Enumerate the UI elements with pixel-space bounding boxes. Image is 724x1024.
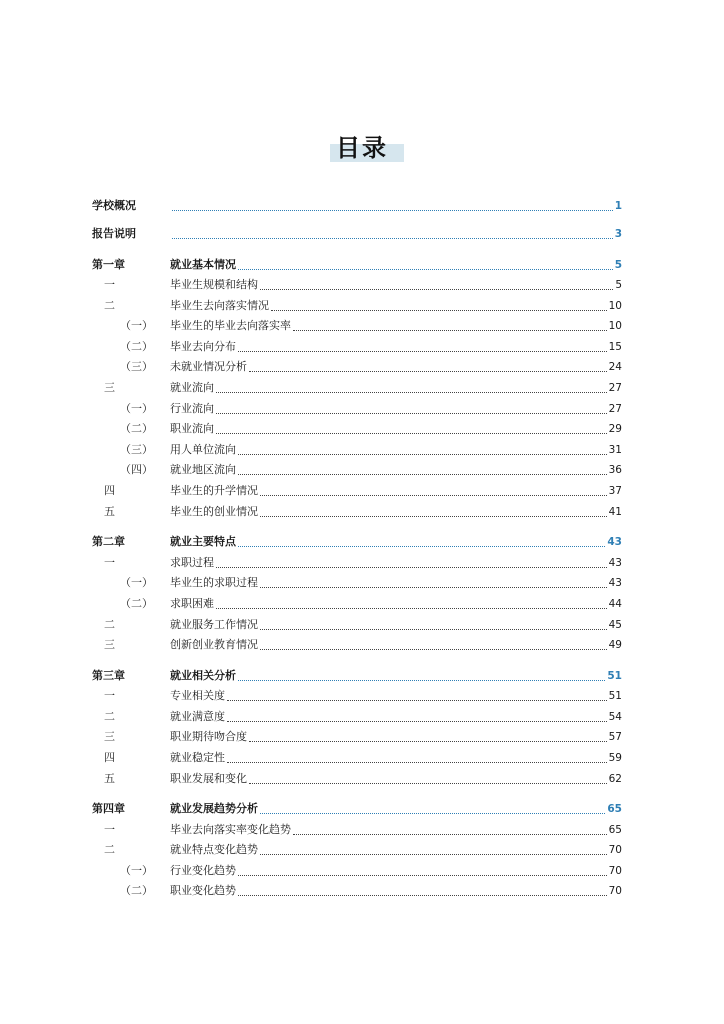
toc-section-entry[interactable] — [92, 724, 622, 745]
toc-section-entry[interactable] — [92, 333, 622, 354]
dot-leader — [238, 474, 607, 475]
toc-entry-line — [170, 340, 622, 354]
toc-entry-page-number: 65 — [607, 803, 622, 816]
dot-leader — [249, 783, 607, 784]
toc-entry-number: 二 — [104, 843, 115, 857]
dot-leader — [260, 289, 613, 290]
toc-entry-line — [170, 689, 622, 703]
toc-entry-page-number: 51 — [608, 690, 622, 703]
toc-entry-number: 报告说明 — [92, 227, 136, 240]
toc-entry-page-number: 36 — [608, 464, 622, 477]
toc-entry-line — [170, 823, 622, 837]
toc-entry-label: 毕业生规模和结构 — [170, 278, 258, 292]
dot-leader — [216, 413, 607, 414]
toc-entry-label: 求职困难 — [170, 596, 214, 610]
toc-entry-number: （二） — [120, 884, 153, 898]
toc-entry-number: 一 — [104, 689, 115, 703]
toc-entry-label: 就业主要特点 — [170, 535, 236, 549]
toc-entry-page-number: 41 — [608, 505, 622, 518]
toc-entry-label: 求职过程 — [170, 555, 214, 569]
toc-entry-page-number: 5 — [615, 279, 622, 292]
dot-leader — [249, 741, 607, 742]
dot-leader — [238, 546, 605, 547]
dot-leader — [260, 495, 607, 496]
toc-entry-number: 二 — [104, 709, 115, 723]
toc-entry-number: 一 — [104, 822, 115, 836]
toc-entry-label: 用人单位流向 — [170, 442, 236, 456]
dot-leader — [238, 351, 607, 352]
toc-entry-line — [170, 730, 622, 744]
toc-entry-page-number: 31 — [608, 443, 622, 456]
toc-section-entry[interactable] — [92, 857, 622, 878]
toc-section-entry[interactable] — [92, 354, 622, 375]
toc-section-entry[interactable] — [92, 683, 622, 704]
toc-section-entry[interactable] — [92, 457, 622, 478]
toc-entry-label: 职业发展和变化 — [170, 771, 247, 785]
toc-entry-number: 第二章 — [92, 535, 125, 549]
toc-section-entry[interactable] — [92, 292, 622, 313]
toc-entry-label: 就业特点变化趋势 — [170, 843, 258, 857]
toc-section-entry[interactable] — [92, 765, 622, 786]
toc-entry-number: 三 — [104, 638, 115, 652]
toc-entry-page-number: 65 — [608, 823, 622, 836]
toc-section-entry[interactable] — [92, 374, 622, 395]
toc-entry-number: （一） — [120, 576, 153, 590]
toc-chapter-entry[interactable] — [92, 788, 622, 817]
toc-entry-page-number: 27 — [608, 402, 622, 415]
toc-entry-number: 第三章 — [92, 668, 125, 682]
toc-entry-number: （一） — [120, 863, 153, 877]
toc-entry-label: 职业流向 — [170, 422, 214, 436]
toc-entry-line — [170, 258, 622, 272]
dot-leader — [216, 567, 607, 568]
toc-entry-label: 毕业去向落实率变化趋势 — [170, 822, 291, 836]
toc-entry-page-number: 70 — [608, 864, 622, 877]
dot-leader — [293, 834, 607, 835]
toc-entry-label: 就业相关分析 — [170, 668, 236, 682]
toc-section-entry[interactable] — [92, 837, 622, 858]
toc-entry-number: （四） — [120, 463, 153, 477]
toc-entry-line — [170, 864, 622, 878]
toc-entry-label: 毕业生去向落实情况 — [170, 298, 269, 312]
dot-leader — [227, 721, 607, 722]
toc-chapter-entry[interactable] — [92, 184, 622, 213]
dot-leader — [172, 238, 613, 239]
toc-entry-label: 职业变化趋势 — [170, 884, 236, 898]
toc-section-entry[interactable] — [92, 498, 622, 519]
toc-entry-line — [170, 360, 622, 374]
toc-entry-line — [170, 843, 622, 857]
dot-leader — [260, 516, 607, 517]
toc-entry-page-number: 43 — [608, 577, 622, 590]
toc-section-entry[interactable] — [92, 549, 622, 570]
toc-section-entry[interactable] — [92, 313, 622, 334]
toc-entry-number: （三） — [120, 442, 153, 456]
toc-entry-number: 第一章 — [92, 257, 125, 271]
toc-entry-number: 五 — [104, 504, 115, 518]
toc-section-entry[interactable] — [92, 632, 622, 653]
toc-entry-page-number: 59 — [608, 751, 622, 764]
toc-entry-line — [170, 618, 622, 632]
toc-section-entry[interactable] — [92, 611, 622, 632]
dot-leader — [249, 371, 607, 372]
toc-entry-number: （三） — [120, 360, 153, 374]
toc-entry-label: 就业满意度 — [170, 709, 225, 723]
toc-entry-page-number: 70 — [608, 885, 622, 898]
toc-entry-line — [170, 669, 622, 683]
toc-entry-page-number: 54 — [608, 710, 622, 723]
toc-entry-line — [170, 535, 622, 549]
toc-entry-page-number: 10 — [608, 320, 622, 333]
toc-entry-label: 就业发展趋势分析 — [170, 802, 258, 816]
toc-entry-label: 毕业生的毕业去向落实率 — [170, 319, 291, 333]
toc-entry-line — [170, 802, 622, 816]
toc-entry-page-number: 10 — [608, 299, 622, 312]
toc-entry-label: 就业地区流向 — [170, 463, 236, 477]
toc-entry-line — [170, 278, 622, 292]
toc-entry-number: 学校概况 — [92, 198, 136, 212]
toc-section-entry[interactable] — [92, 703, 622, 724]
dot-leader — [227, 700, 607, 701]
toc-chapter-entry[interactable] — [92, 654, 622, 683]
toc-entry-line — [170, 597, 622, 611]
toc-section-entry[interactable] — [92, 272, 622, 293]
dot-leader — [227, 762, 607, 763]
toc-section-entry[interactable] — [92, 570, 622, 591]
dot-leader — [216, 392, 607, 393]
toc-section-entry[interactable] — [92, 590, 622, 611]
toc-entry-label: 毕业生的创业情况 — [170, 504, 258, 518]
toc-entry-number: （二） — [120, 422, 153, 436]
toc-entry-page-number: 44 — [608, 597, 622, 610]
toc-entry-page-number: 1 — [614, 199, 622, 212]
toc-entry-page-number: 70 — [608, 844, 622, 857]
toc-section-entry[interactable] — [92, 436, 622, 457]
toc-entry-line — [170, 299, 622, 313]
toc-entry-number: 一 — [104, 278, 115, 292]
toc-entry-line — [170, 772, 622, 786]
toc-section-entry[interactable] — [92, 395, 622, 416]
toc-entry-page-number: 27 — [608, 382, 622, 395]
toc-entry-page-number: 57 — [608, 731, 622, 744]
toc-entry-page-number: 29 — [608, 423, 622, 436]
toc-entry-label: 专业相关度 — [170, 689, 225, 703]
toc-entry-page-number: 43 — [607, 536, 622, 549]
toc-entry-label: 毕业去向分布 — [170, 339, 236, 353]
dot-leader — [216, 433, 607, 434]
toc-entry-page-number: 51 — [607, 669, 622, 682]
toc-entry-page-number: 5 — [614, 258, 622, 271]
dot-leader — [238, 875, 607, 876]
toc-entry-line — [170, 638, 622, 652]
toc-entry-line — [170, 319, 622, 333]
page-title: 目录 — [336, 134, 388, 162]
toc-entry-label: 就业流向 — [170, 381, 214, 395]
toc-entry-number: 第四章 — [92, 802, 125, 816]
toc-entry-label: 职业期待吻合度 — [170, 730, 247, 744]
toc-chapter-entry[interactable] — [92, 243, 622, 272]
dot-leader — [238, 454, 607, 455]
toc-entry-label: 创新创业教育情况 — [170, 638, 258, 652]
toc-entry-page-number: 45 — [608, 618, 622, 631]
dot-leader — [260, 813, 605, 814]
toc-entry-number: 四 — [104, 750, 115, 764]
toc-entry-label: 就业基本情况 — [170, 257, 236, 271]
toc-entry-line — [170, 710, 622, 724]
dot-leader — [260, 854, 607, 855]
toc-entry-number: 二 — [104, 617, 115, 631]
toc-entry-number: 一 — [104, 555, 115, 569]
toc-entry-number: 五 — [104, 771, 115, 785]
dot-leader — [238, 680, 605, 681]
title-block — [0, 128, 724, 168]
toc-entry-line — [170, 884, 622, 898]
toc-entry-number: （一） — [120, 401, 153, 415]
toc-entry-page-number: 37 — [608, 485, 622, 498]
dot-leader — [260, 629, 607, 630]
toc-entry-line — [170, 443, 622, 457]
toc-entry-page-number: 24 — [608, 361, 622, 374]
toc-entry-number: 四 — [104, 484, 115, 498]
table-of-contents — [92, 184, 622, 898]
toc-entry-line — [170, 576, 622, 590]
toc-entry-number: （二） — [120, 596, 153, 610]
toc-section-entry[interactable] — [92, 477, 622, 498]
toc-entry-page-number: 15 — [608, 340, 622, 353]
dot-leader — [271, 310, 607, 311]
toc-entry-line — [170, 381, 622, 395]
toc-entry-line — [170, 505, 622, 519]
toc-section-entry[interactable] — [92, 744, 622, 765]
toc-entry-line — [170, 402, 622, 416]
dot-leader — [238, 269, 613, 270]
dot-leader — [260, 649, 607, 650]
toc-entry-line — [170, 227, 622, 241]
toc-section-entry[interactable] — [92, 416, 622, 437]
toc-entry-label: 未就业情况分析 — [170, 360, 247, 374]
toc-entry-page-number: 62 — [608, 772, 622, 785]
toc-section-entry[interactable] — [92, 878, 622, 899]
toc-entry-number: （二） — [120, 339, 153, 353]
toc-entry-line — [170, 199, 622, 213]
toc-entry-page-number: 43 — [608, 556, 622, 569]
toc-entry-line — [170, 484, 622, 498]
dot-leader — [238, 895, 607, 896]
toc-entry-label: 毕业生的求职过程 — [170, 576, 258, 590]
toc-entry-number: 三 — [104, 381, 115, 395]
toc-entry-line — [170, 751, 622, 765]
toc-entry-label: 就业稳定性 — [170, 750, 225, 764]
toc-entry-number: 二 — [104, 298, 115, 312]
dot-leader — [172, 210, 613, 211]
toc-entry-label: 毕业生的升学情况 — [170, 484, 258, 498]
toc-section-entry[interactable] — [92, 816, 622, 837]
toc-entry-page-number: 3 — [614, 228, 622, 240]
toc-entry-page-number: 49 — [608, 639, 622, 652]
toc-entry-label: 行业变化趋势 — [170, 863, 236, 877]
dot-leader — [260, 587, 607, 588]
toc-entry-label: 行业流向 — [170, 401, 214, 415]
toc-entry-line — [170, 422, 622, 436]
dot-leader — [216, 608, 607, 609]
toc-entry-label: 就业服务工作情况 — [170, 617, 258, 631]
toc-chapter-entry[interactable] — [92, 213, 622, 242]
toc-chapter-entry[interactable] — [92, 521, 622, 550]
toc-entry-line — [170, 556, 622, 570]
toc-entry-line — [170, 463, 622, 477]
dot-leader — [293, 330, 607, 331]
toc-entry-number: （一） — [120, 319, 153, 333]
toc-entry-number: 三 — [104, 730, 115, 744]
